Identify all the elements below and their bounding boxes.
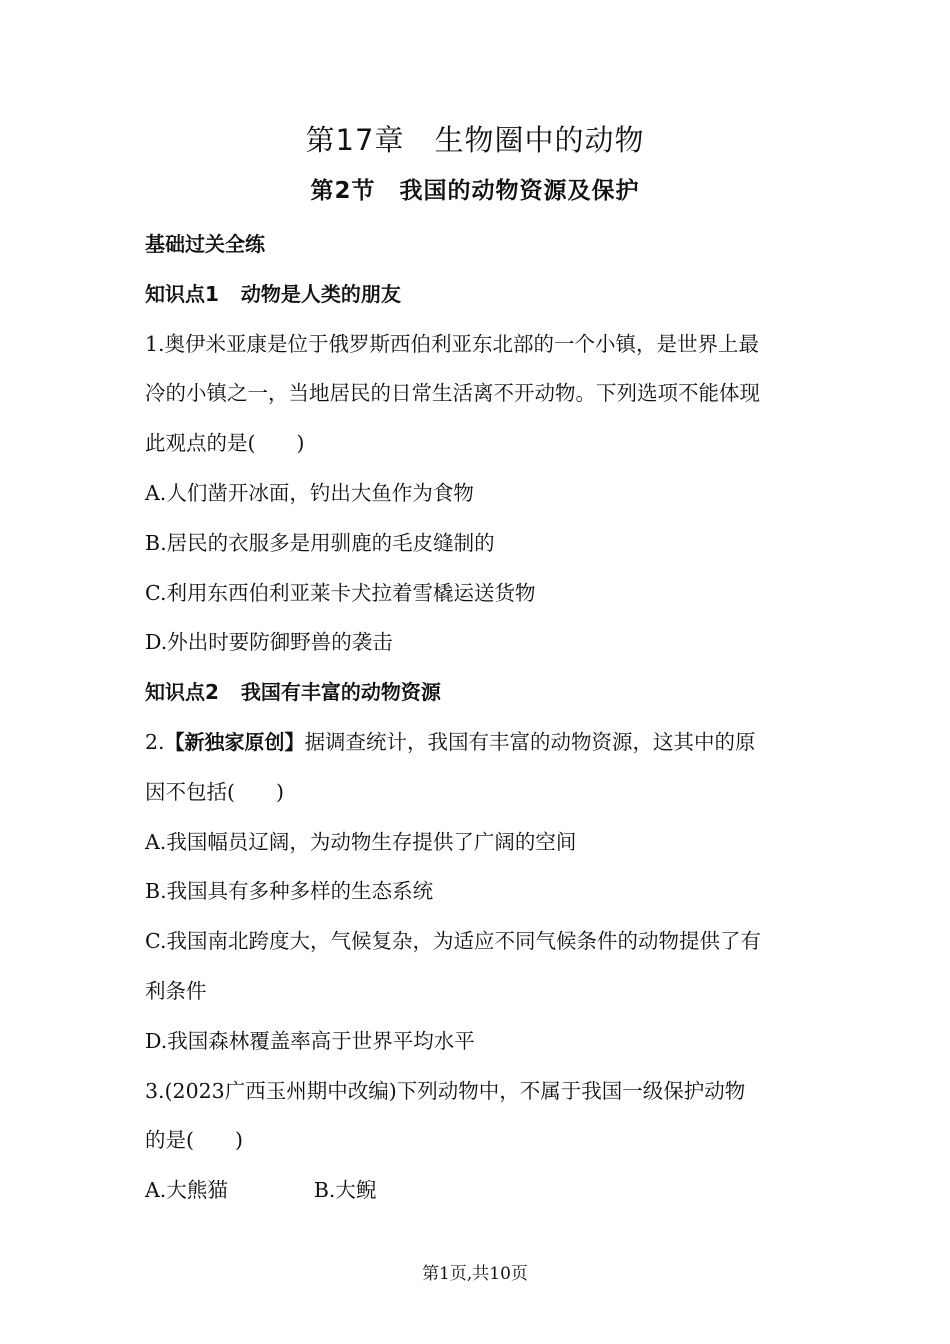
answer-option: A.人们凿开冰面，钓出大鱼作为食物 — [145, 480, 474, 505]
chapter-title: 第17章 生物圈中的动物 — [305, 123, 645, 157]
question-text-line: 此观点的是( ) — [145, 431, 305, 456]
section-heading: 基础过关全练 — [145, 232, 265, 256]
knowledge-point-heading — [145, 270, 810, 320]
answer-option: B.我国具有多种多样的生态系统 — [145, 879, 434, 904]
answer-option: B.居民的衣服多是用驯鹿的毛皮缝制的 — [145, 530, 495, 555]
section-title: 第2节 我国的动物资源及保护 — [310, 178, 640, 204]
knowledge-point-label: 知识点2 — [145, 680, 219, 705]
answer-option-continued: 利条件 — [145, 978, 207, 1003]
knowledge-point-label: 知识点1 — [145, 281, 219, 306]
question-text: 据调查统计，我国有丰富的动物资源，这其中的原 — [304, 729, 756, 754]
answer-option: D.我国森林覆盖率高于世界平均水平 — [145, 1028, 475, 1053]
answer-option: D.外出时要防御野兽的袭击 — [145, 630, 393, 655]
question-tag: 【新独家原创】 — [164, 729, 305, 754]
answer-option: C.我国南北跨度大，气候复杂，为适应不同气候条件的动物提供了有 — [145, 929, 761, 954]
answer-options-row — [145, 1166, 810, 1216]
question-text-line — [145, 718, 810, 768]
question-text-line: 3.(2023广西玉州期中改编)下列动物中，不属于我国一级保护动物 — [145, 1078, 746, 1103]
page-footer: 第1页,共10页 — [422, 1264, 528, 1284]
answer-option: A.大熊猫 — [145, 1178, 228, 1203]
question-number: 2. — [145, 729, 165, 754]
answer-option: B.大鲵 — [313, 1178, 377, 1203]
answer-option: C.利用东西伯利亚莱卡犬拉着雪橇运送货物 — [145, 580, 536, 605]
answer-option: A.我国幅员辽阔，为动物生存提供了广阔的空间 — [145, 829, 577, 854]
question-text-line: 因不包括( ) — [145, 779, 284, 804]
question-text-line: 冷的小镇之一，当地居民的日常生活离不开动物。下列选项不能体现 — [145, 381, 760, 406]
question-text-line: 的是( ) — [145, 1128, 243, 1153]
question-text-line: 1.奥伊米亚康是位于俄罗斯西伯利亚东北部的一个小镇，是世界上最 — [145, 331, 760, 356]
knowledge-point-title: 我国有丰富的动物资源 — [240, 680, 441, 705]
page-content — [145, 220, 810, 1216]
knowledge-point-title: 动物是人类的朋友 — [240, 281, 401, 306]
knowledge-point-heading — [145, 668, 810, 718]
